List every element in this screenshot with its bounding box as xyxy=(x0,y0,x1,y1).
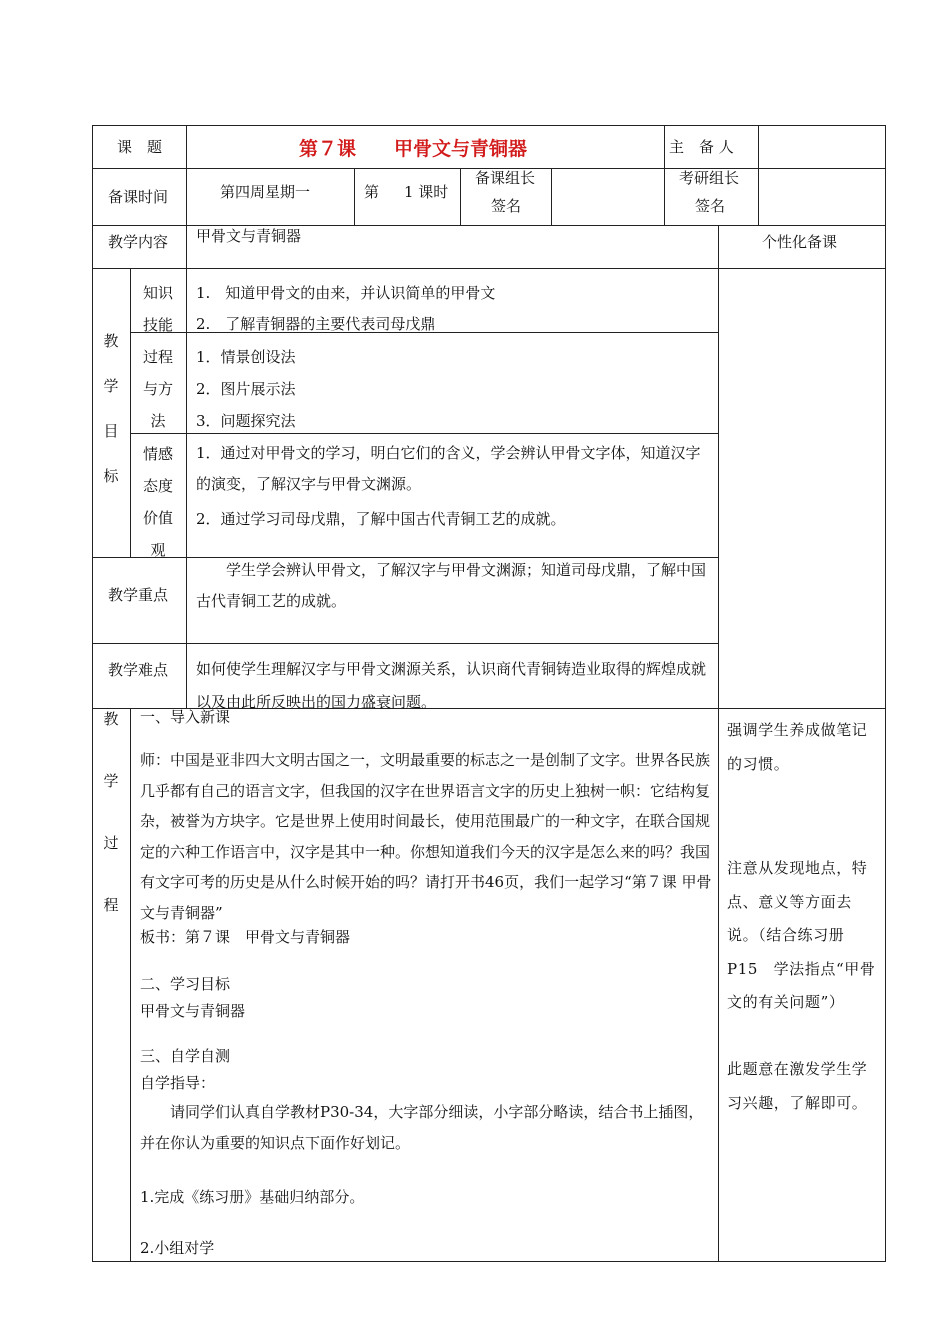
self-study-guide-text: 请同学们认真自学教材P30-34，大字部分细读，小字部分略读，结合书上插图，并在你认为重要的知识点下面作好划记。 xyxy=(140,1103,704,1152)
process-methods-label: 过程 与方 法 xyxy=(142,348,173,430)
main-preparer-label: 主 备 人 xyxy=(669,138,734,156)
col-line xyxy=(718,225,719,1262)
col-line xyxy=(186,125,187,268)
emotion-item: 1．通过对甲骨文的学习，明白它们的含义，学会辨认甲骨文字体，知道汉字的演变，了解汉字与甲骨文渊源。 xyxy=(196,444,701,493)
prep-time-label: 备课时间 xyxy=(108,188,169,206)
col-line xyxy=(186,268,187,557)
objectives-label: 教 学 目 标 xyxy=(103,332,119,485)
group-leader-sign-label: 签名 xyxy=(491,197,522,215)
difficulties-label: 教学难点 xyxy=(108,661,169,679)
process-item: 3．问题探究法 xyxy=(196,412,296,430)
row-line xyxy=(92,268,886,269)
task-item: 1.完成《练习册》基础归纳部分。 xyxy=(140,1188,365,1206)
knowledge-item: 1. 知道甲骨文的由来，并认识简单的甲骨文 xyxy=(196,284,496,302)
personal-prep-label: 个性化备课 xyxy=(762,233,838,251)
col-line xyxy=(186,557,187,708)
learning-goal-text: 甲骨文与青铜器 xyxy=(140,1002,246,1020)
process-item: 1．情景创设法 xyxy=(196,348,296,366)
prep-time-value: 第四周星期一 xyxy=(220,183,311,201)
self-study-guide-label: 自学指导： xyxy=(140,1074,216,1092)
section-title: 三、自学自测 xyxy=(140,1047,231,1065)
content-value: 甲骨文与青铜器 xyxy=(196,227,302,245)
table-border-top xyxy=(92,125,886,126)
emotion-item: 2．通过学习司母戊鼎，了解中国古代青铜工艺的成就。 xyxy=(196,510,566,528)
difficulties-text: 如何使学生理解汉字与甲骨文渊源关系，认识商代青铜铸造业取得的辉煌成就以及由此所反映出的国力盛衰问题。 xyxy=(196,660,707,711)
group-leader-sign-label: 备课组长 xyxy=(475,169,536,187)
col-line xyxy=(354,168,355,225)
col-line xyxy=(460,168,461,225)
intro-paragraph: 师：中国是亚非四大文明古国之一，文明最重要的标志之一是创制了文字。世界各民族几乎都有自己的语言文字，但我国的汉字在世界语言文字的历史上独树一帜：它结构复杂，被誉为方块字。它是世界上使用时间最长，使用范围最广的一种文字，在联合国规定的六种工作语言中，汉字是其中一种。你想知道我们今天的汉字是怎么来的吗？我国有文字可考的历史是从什么时候开始的吗？请打开书46页，我们一起学习“第７课 甲骨文与青铜器” xyxy=(140,751,712,922)
col-line xyxy=(664,125,665,225)
knowledge-item: 2. 了解青铜器的主要代表司母戊鼎 xyxy=(196,315,436,333)
research-leader-sign-label: 考研组长 xyxy=(679,169,740,187)
period-prefix: 第 xyxy=(364,183,380,201)
process-item: 2．图片展示法 xyxy=(196,380,296,398)
emotion-values-label: 情感 态度 价值 观 xyxy=(142,445,173,559)
key-points-text: 学生学会辨认甲骨文，了解汉字与甲骨文渊源；知道司母戊鼎，了解中国古代青铜工艺的成就。 xyxy=(196,561,707,610)
side-note: 此题意在激发学生学习兴趣，了解即可。 xyxy=(727,1060,868,1112)
col-line xyxy=(758,125,759,225)
task-item: 2.小组对学 xyxy=(140,1239,215,1257)
table-border-right xyxy=(885,125,886,1262)
table-border-left xyxy=(92,125,93,1262)
section-title: 二、学习目标 xyxy=(140,975,231,993)
col-line xyxy=(551,168,552,225)
teaching-process-label: 教 学 过 程 xyxy=(103,710,119,914)
knowledge-skills-label: 知识 技能 xyxy=(142,284,173,334)
section-title: 一、导入新课 xyxy=(140,708,231,726)
key-points-label: 教学重点 xyxy=(108,586,169,604)
row-line xyxy=(130,433,719,434)
table-border-bottom xyxy=(92,1261,886,1262)
board-text: 板书：第７课 甲骨文与青铜器 xyxy=(140,928,351,946)
period-value: 1 课时 xyxy=(404,183,449,201)
side-note: 强调学生养成做笔记的习惯。 xyxy=(727,721,868,773)
lesson-title: 第７课 甲骨文与青铜器 xyxy=(299,138,528,160)
side-note: 注意从发现地点，特点、意义等方面去说。（结合练习册 P15 学法指点“甲骨文的有关问题”） xyxy=(727,859,876,1011)
research-leader-sign-label: 签名 xyxy=(695,197,726,215)
topic-label: 课 题 xyxy=(117,138,163,156)
content-label: 教学内容 xyxy=(108,233,169,251)
